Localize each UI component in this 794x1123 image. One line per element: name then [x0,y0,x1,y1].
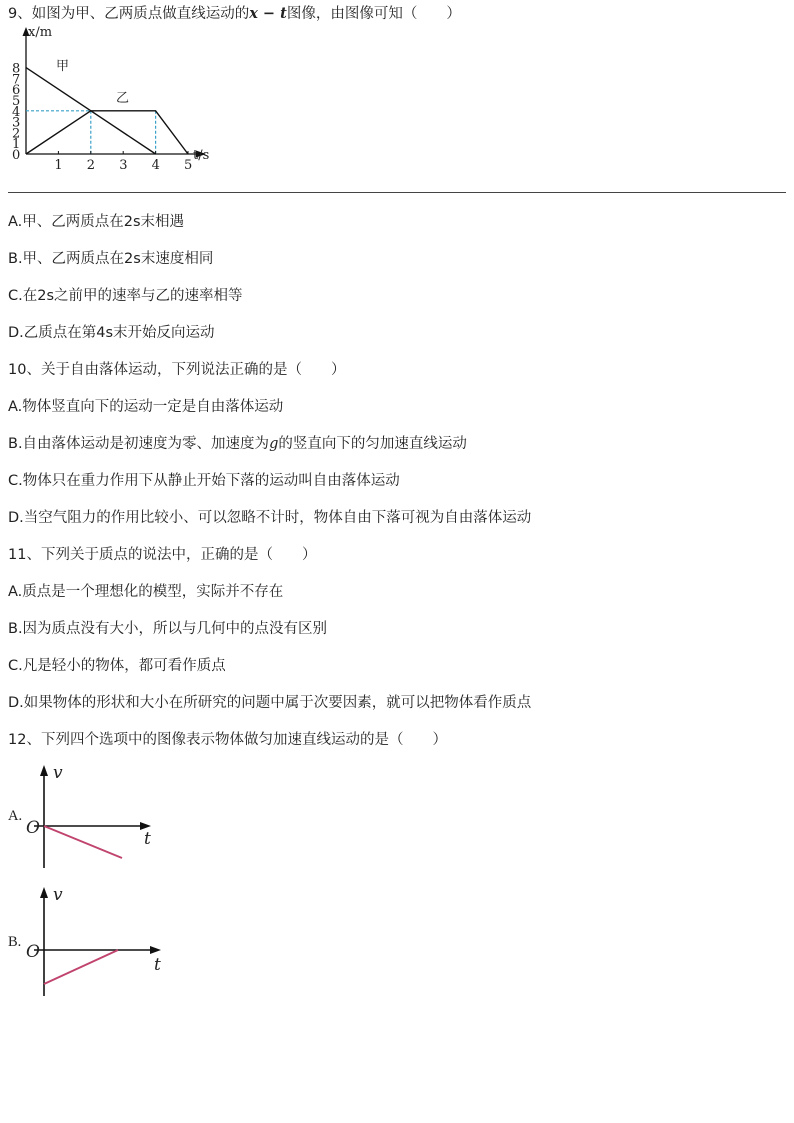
q12-option-a-label[interactable]: A. [8,808,23,824]
q9-ticks [12,62,192,173]
q9-y-axis-label: x/m [28,25,53,40]
q12b-v-label: v [53,885,63,905]
q11-stem: 11、下列关于质点的说法中，正确的是（ ） [8,547,317,563]
q11-option-b[interactable]: B.因为质点没有大小，所以与几何中的点没有区别 [8,621,328,637]
q9-option-a[interactable]: A.甲、乙两质点在2s末相遇 [8,214,185,230]
q9-y-tick: 1 [12,137,21,153]
q9-x-axis-label: t/s [193,148,210,163]
q12a-origin-label: O [26,818,40,838]
q10-option-b[interactable] [8,434,467,454]
q12-option-a-graph[interactable] [20,762,180,872]
q9-y-tick: 4 [12,104,21,120]
q10-option-b-prefix: B.自由落体运动是初速度为零、加速度为 [8,436,270,452]
q9-x-tick: 1 [54,158,63,173]
q11-option-c[interactable]: C.凡是轻小的物体，都可看作质点 [8,658,226,674]
q9-x-tick: 4 [151,158,160,173]
q9-stem-text: 9、如图为甲、乙两质点做直线运动的 [8,6,250,22]
q9-label-yi: 乙 [116,91,130,106]
q12a-v-label: v [53,763,63,783]
q12a-v-arrow [40,765,48,776]
q12b-origin-label: O [26,942,40,962]
q12-stem: 12、下列四个选项中的图像表示物体做匀加速直线运动的是（ ） [8,732,447,748]
q12b-t-arrow [150,946,161,954]
q11-option-a[interactable]: A.质点是一个理想化的模型，实际并不存在 [8,584,284,600]
q9-stem-suffix: 图像，由图像可知（ ） [286,6,461,22]
q12-option-b-label[interactable]: B. [8,934,22,950]
q9-stem [8,4,461,24]
q9-x-tick: 5 [184,158,193,173]
q10-stem: 10、关于自由落体运动，下列说法正确的是（ ） [8,362,346,378]
q9-y-tick: 2 [12,126,21,142]
q10-option-d[interactable]: D.当空气阻力的作用比较小、可以忽略不计时，物体自由下落可视为自由落体运动 [8,510,532,526]
q9-label-jia: 甲 [56,59,70,74]
q12b-v-arrow [40,887,48,898]
q9-y-tick: 6 [12,83,21,99]
q9-guides [26,111,156,154]
q9-y-tick: 0 [12,148,21,163]
q10-option-c[interactable]: C.物体只在重力作用下从静止开始下落的运动叫自由落体运动 [8,473,400,489]
q10-option-b-math: g [269,436,279,452]
section-divider [8,192,786,193]
q12b-t-label: t [154,955,161,975]
q12b-series-line [44,950,118,984]
q9-series [26,68,188,154]
q9-xt-graph [0,24,240,174]
q9-x-tick: 3 [119,158,128,173]
q12a-t-label: t [144,829,151,849]
q12-option-b-graph[interactable] [20,884,180,994]
q9-y-tick: 8 [12,61,21,77]
q11-option-d[interactable]: D.如果物体的形状和大小在所研究的问题中属于次要因素，就可以把物体看作质点 [8,695,532,711]
q9-option-b[interactable]: B.甲、乙两质点在2s末速度相同 [8,251,214,267]
q9-stem-math: x − t [249,5,287,22]
q9-y-tick: 5 [12,94,21,109]
q9-option-d[interactable]: D.乙质点在第4s末开始反向运动 [8,325,215,341]
q12a-series-line [44,826,122,858]
q9-series-yi [26,111,188,154]
q9-x-tick: 2 [86,158,96,173]
q9-option-c[interactable]: C.在2s之前甲的速率与乙的速率相等 [8,288,243,304]
q10-option-a[interactable]: A.物体竖直向下的运动一定是自由落体运动 [8,399,284,415]
q9-y-tick: 3 [12,115,21,131]
q10-option-b-suffix: 的竖直向下的匀加速直线运动 [278,436,467,452]
q9-y-tick: 7 [12,72,21,88]
